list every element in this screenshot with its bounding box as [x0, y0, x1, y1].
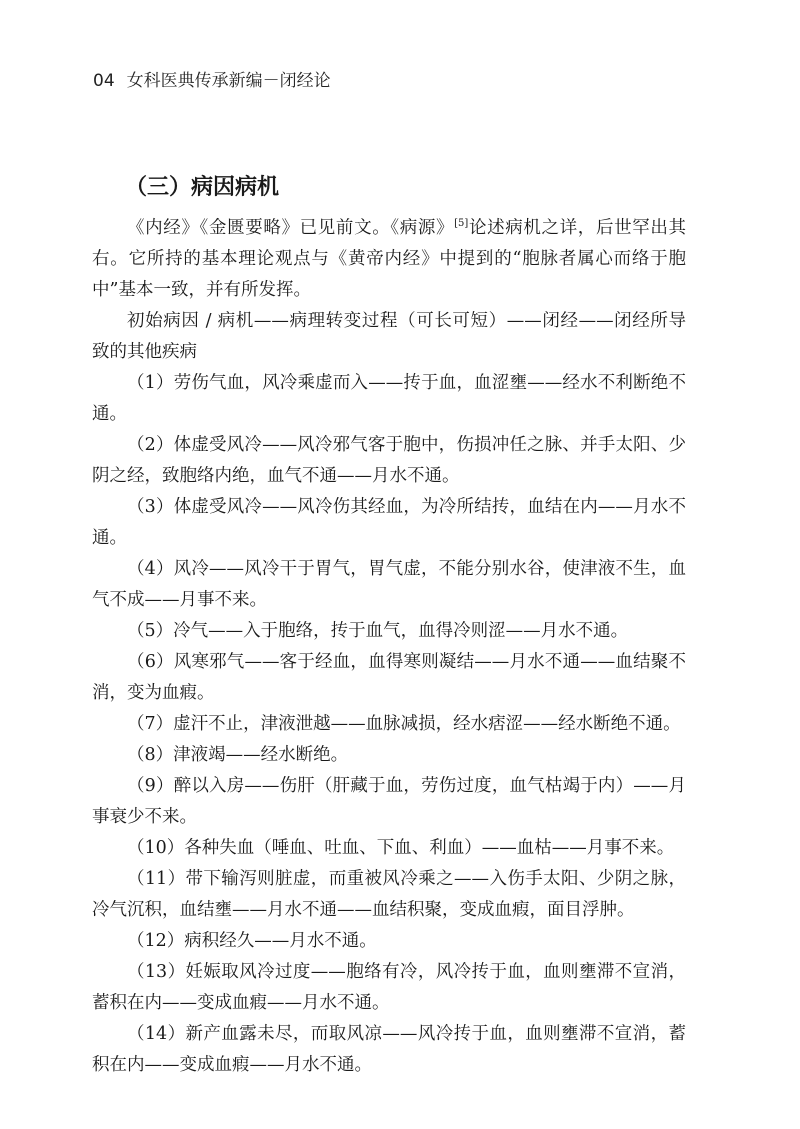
- list-item: （5）冷气——入于胞络，抟于血气，血得冷则涩——月水不通。: [127, 621, 629, 641]
- list-item: （9）醉以入房——伤肝（肝藏于血，劳伤过度，血气枯竭于内）——月事衰少不来。: [92, 776, 686, 827]
- running-title: 女科医典传承新编－闭经论: [126, 71, 331, 91]
- list-item: （1）劳伤气血，风冷乘虚而入——抟于血，血涩壅——经水不利断绝不通。: [92, 373, 686, 424]
- citation-superscript: [5]: [454, 218, 469, 230]
- section-title: （三）病因病机: [125, 175, 280, 200]
- list-item: （6）风寒邪气——客于经血，血得寒则凝结——月水不通——血结聚不消，变为血瘕。: [92, 652, 686, 703]
- scheme-paragraph: 初始病因 / 病机——病理转变过程（可长可短）——闭经——闭经所导致的其他疾病: [92, 311, 686, 362]
- list-item: （11）带下输泻则脏虚，而重被风冷乘之——入伤手太阳、少阴之脉，冷气沉积，血结壅——月水不通——血结积聚，变成血瘕，面目浮肿。: [92, 869, 686, 920]
- list-item: （4）风冷——风冷干于胃气，胃气虚，不能分别水谷，使津液不生，血气不成——月事不来。: [92, 559, 686, 610]
- page-number: 04: [93, 71, 115, 91]
- list-item: （3）体虚受风冷——风冷伤其经血，为冷所结抟，血结在内——月水不通。: [92, 497, 686, 548]
- list-item: （2）体虚受风冷——风冷邪气客于胞中，伤损冲任之脉、并手太阳、少阴之经，致胞络内绝，血气不通——月水不通。: [92, 435, 686, 486]
- list-item: （13）妊娠取风冷过度——胞络有冷，风冷抟于血，血则壅滞不宣消，蓄积在内——变成血瘕——月水不通。: [92, 962, 686, 1013]
- list-item: （8）津液竭——经水断绝。: [127, 745, 349, 765]
- list-item: （12）病积经久——月水不通。: [127, 931, 377, 951]
- running-header: [93, 66, 331, 91]
- body-text: [92, 213, 686, 1081]
- intro-text-a: 《内经》《金匮要略》已见前文。《病源》: [127, 218, 455, 238]
- list-item: （7）虚汗不止，津液泄越——血脉减损，经水痞涩——经水断绝不通。: [127, 714, 681, 734]
- list-item: （10）各种失血（唾血、吐血、下血、利血）——血枯——月事不来。: [127, 838, 675, 858]
- intro-paragraph: [92, 213, 686, 306]
- intro-text-b: 论述病机之详，后世罕出其右。它所持的基本理论观点与《黄帝内经》中提到的“胞脉者属心而络于胞中”基本一致，并有所发挥。: [92, 218, 687, 300]
- list-item: （14）新产血露未尽，而取风凉——风冷抟于血，血则壅滞不宣消，蓄积在内——变成血瘕——月水不通。: [92, 1024, 686, 1075]
